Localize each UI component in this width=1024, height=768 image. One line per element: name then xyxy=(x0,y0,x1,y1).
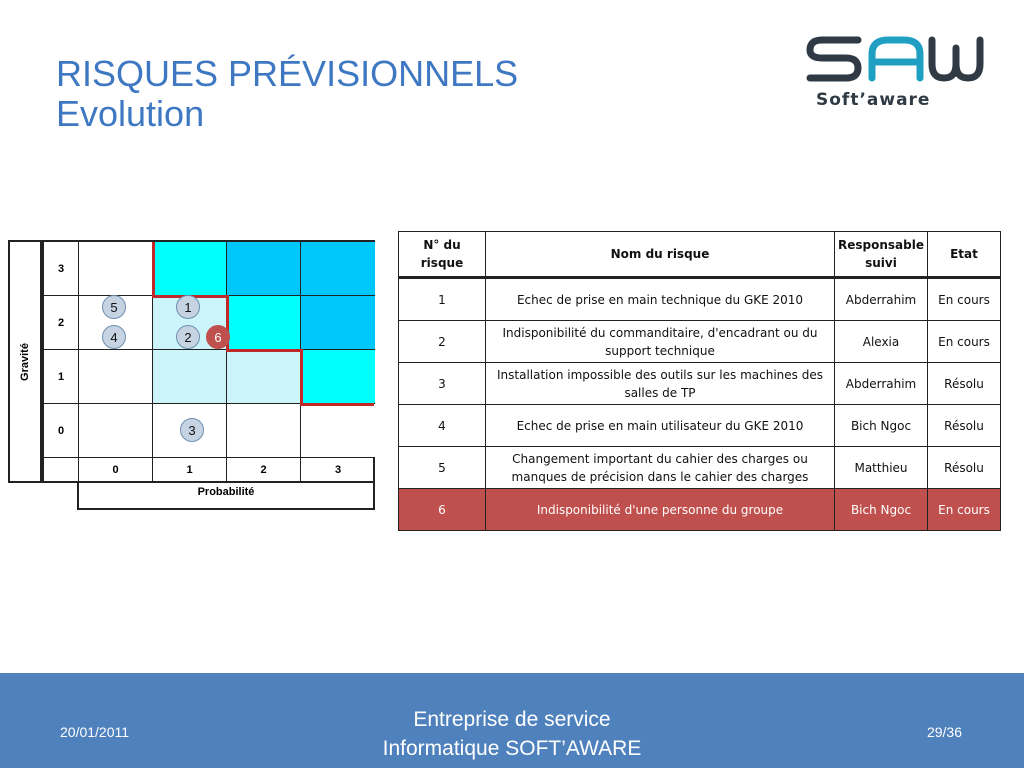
probability-axis-label: Probabilité xyxy=(77,483,375,510)
cell-num: 6 xyxy=(399,489,486,531)
footer-date: 20/01/2011 xyxy=(60,724,130,740)
table-row xyxy=(399,405,1001,447)
title-main: RISQUES PRÉVISIONNELS xyxy=(56,53,519,94)
gravity-row-label: 2 xyxy=(44,296,79,350)
matrix-cell xyxy=(227,296,301,350)
risk-threshold-line xyxy=(226,349,301,352)
matrix-cell xyxy=(301,350,375,404)
probability-col-label: 2 xyxy=(227,458,301,481)
risk-threshold-line xyxy=(300,349,303,403)
title-subtitle: Evolution xyxy=(56,93,205,134)
matrix-cell xyxy=(153,242,227,296)
header-risk-number: N° du risque xyxy=(399,232,486,278)
table-row xyxy=(399,447,1001,489)
footer-page-number: 29/36 xyxy=(926,724,962,740)
probability-col-label: 1 xyxy=(153,458,227,481)
cell-name: Changement important du cahier des charges ou manques de précision dans le cahier des charges xyxy=(486,447,835,489)
header-status: Etat xyxy=(928,232,1001,278)
saw-logo-mark xyxy=(802,30,992,90)
header-risk-name: Nom du risque xyxy=(486,232,835,278)
table-row xyxy=(399,321,1001,363)
matrix-cell xyxy=(227,404,301,458)
softaware-logo xyxy=(802,30,992,110)
probability-col-label: 0 xyxy=(79,458,153,481)
risk-threshold-line xyxy=(152,242,155,296)
gravity-axis xyxy=(8,240,42,483)
table-row xyxy=(399,363,1001,405)
footer-company-line1: Entreprise de service xyxy=(413,708,611,731)
cell-owner: Alexia xyxy=(835,321,928,363)
cell-owner: Bich Ngoc xyxy=(835,489,928,531)
cell-num: 1 xyxy=(399,278,486,321)
risk-threshold-line xyxy=(300,403,374,406)
risk-bubble-3: 3 xyxy=(180,418,204,442)
cell-owner: Abderrahim xyxy=(835,278,928,321)
risk-matrix-grid xyxy=(42,240,375,483)
slide-footer xyxy=(0,673,1024,768)
matrix-cell xyxy=(79,350,153,404)
gravity-row-label: 1 xyxy=(44,350,79,404)
cell-num: 3 xyxy=(399,363,486,405)
cell-num: 2 xyxy=(399,321,486,363)
slide-title xyxy=(56,54,518,134)
table-header-row xyxy=(399,232,1001,278)
cell-name: Indisponibilité d'une personne du groupe xyxy=(486,489,835,531)
matrix-cell xyxy=(301,404,375,458)
cell-num: 5 xyxy=(399,447,486,489)
gravity-row-label: 0 xyxy=(44,404,79,458)
logo-wordmark: Soft’aware xyxy=(816,90,931,110)
cell-name: Indisponibilité du commanditaire, d'encadrant ou du support technique xyxy=(486,321,835,363)
cell-owner: Abderrahim xyxy=(835,363,928,405)
cell-status: Résolu xyxy=(928,447,1001,489)
matrix-cell xyxy=(301,296,375,350)
risk-table xyxy=(398,231,1001,531)
header-owner: Responsable suivi xyxy=(835,232,928,278)
matrix-cell xyxy=(153,350,227,404)
matrix-cell xyxy=(227,242,301,296)
gravity-row-label: 3 xyxy=(44,242,79,296)
risk-bubble-2: 2 xyxy=(176,325,200,349)
matrix-cell xyxy=(79,242,153,296)
table-row xyxy=(399,489,1001,531)
cell-status: En cours xyxy=(928,489,1001,531)
probability-col-label: 3 xyxy=(334,463,342,476)
cell-status: Résolu xyxy=(928,405,1001,447)
matrix-cell xyxy=(301,242,375,296)
cell-name: Installation impossible des outils sur les machines des salles de TP xyxy=(486,363,835,405)
cell-name: Echec de prise en main utilisateur du GKE 2010 xyxy=(486,405,835,447)
matrix-corner-cell xyxy=(44,458,79,481)
cell-owner: Matthieu xyxy=(835,447,928,489)
risk-bubble-5: 5 xyxy=(102,295,126,319)
matrix-cell xyxy=(79,404,153,458)
cell-num: 4 xyxy=(399,405,486,447)
risk-bubble-6: 6 xyxy=(206,325,230,349)
risk-bubble-4: 4 xyxy=(102,325,126,349)
cell-status: En cours xyxy=(928,278,1001,321)
cell-status: Résolu xyxy=(928,363,1001,405)
cell-owner: Bich Ngoc xyxy=(835,405,928,447)
matrix-cell xyxy=(227,350,301,404)
cell-name: Echec de prise en main technique du GKE 2010 xyxy=(486,278,835,321)
cell-status: En cours xyxy=(928,321,1001,363)
gravity-axis-label: Gravité xyxy=(19,342,31,381)
footer-company-line2: Informatique SOFT’AWARE xyxy=(382,737,642,760)
footer-company xyxy=(0,705,1024,763)
table-row xyxy=(399,278,1001,321)
risk-bubble-1: 1 xyxy=(176,295,200,319)
